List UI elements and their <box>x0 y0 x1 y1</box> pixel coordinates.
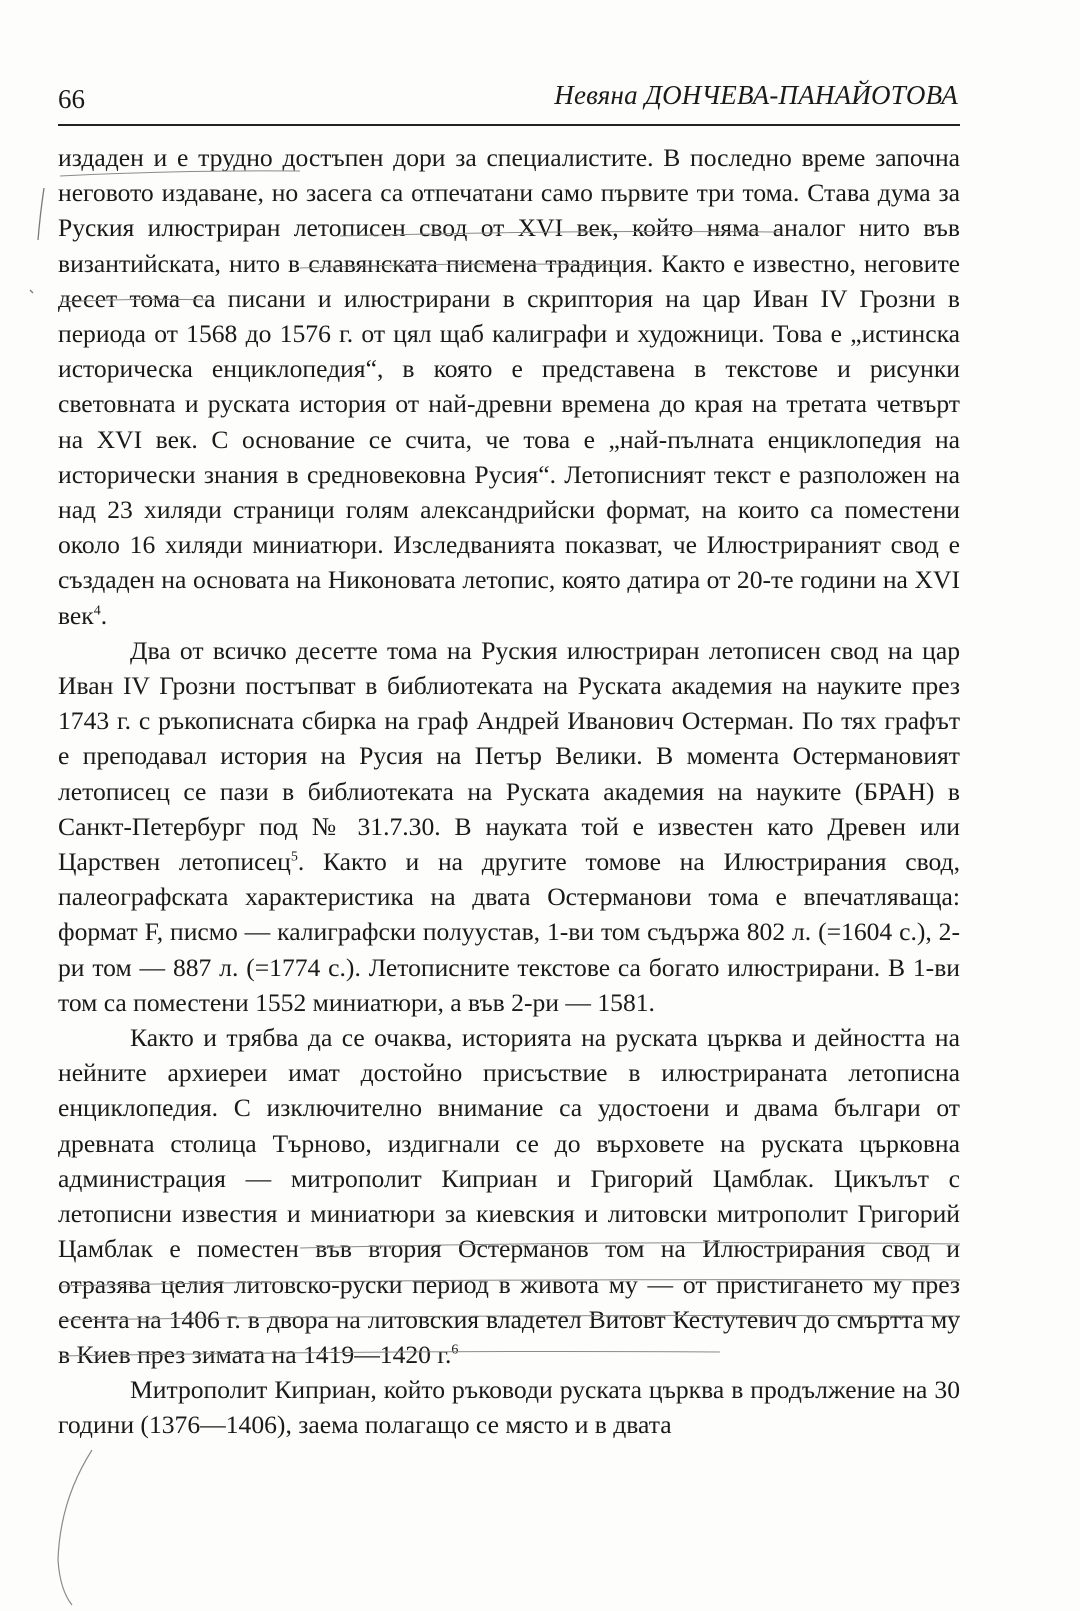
footnote-ref-5: 5 <box>290 849 298 865</box>
footnote-ref-4: 4 <box>93 603 101 619</box>
paragraph-1: издаден и е трудно достъпен дори за специалистите. В последно време започна неговото издаване, но засега са отпечатани само първите три тома. Става дума за Руския илюстриран летописен свод от XVI век, който няма аналог нито във византийската, нито в славянската писмена традиция. Както е известно, неговите десет тома са писани и илюстрирани в скриптория на цар Иван IV Грозни в периода от 1568 до 1576 г. от цял щаб калиграфи и художници. Това е „истинска историческа енциклопедия“, в която е представена в текстове и рисунки световната и руската история от най-древни времена до края на третата четвърт на XVI век. С основание се счита, че това е „най-пълната енциклопедия на исторически знания в средновековна Русия“. Летописният текст е разположен на над 23 хиляди страници голям александрийски формат, на които са поместени около 16 хиляди миниатюри. Изследванията показват, че Илюстрираният свод е създаден на основата на Никоновата летопис, която датира от 20-те години на XVI век$^4$. <box>58 143 960 630</box>
header-rule <box>58 124 960 126</box>
body-text <box>58 140 960 1443</box>
paragraph-1-text: издаден и е трудно достъпен дори за специалистите. В последно време започна неговото издаване, но засега са отпечатани само първите три тома. Става дума за Руския илюстриран летописен свод от XVI век, който няма аналог нито във византийската, нито в славянската писмена традиция. Както е известно, неговите десет тома са писани и илюстрирани в скриптория на цар Иван IV Грозни в периода от 1568 до 1576 г. от цял щаб калиграфи и художници. Това е „истинска историческа енциклопедия“, в която е представена в текстове и рисунки световната и руската история от най-древни времена до края на третата четвърт на XVI век. С основание се счита, че това е „най-пълната енциклопедия на исторически знания в средновековна Русия“. Летописният текст е разположен на над 23 хиляди страници голям александрийски формат, на които са поместени около 16 хиляди миниатюри. Изследванията показват, че Илюстрираният свод е създаден на основата на Никоновата летопис, която датира от 20-те години на XVI век <box>58 143 960 630</box>
paragraph-2 <box>58 633 960 1020</box>
margin-pencil-dot <box>30 290 33 293</box>
paragraph-2-text-b: . Както и на другите томове на Илюстрирания свод, палеографската характеристика на двата Остерманови тома е впечатляваща: формат F, писмо — калиграфски полуустав, 1-ви том съдържа 802 л. (=1604 с.), 2-ри том — 887 л. (=1774 с.). Летописните текстове са богато илюстрирани. В 1-ви том са поместени 1552 миниатюри, а във 2-ри — 1581. <box>58 847 960 1017</box>
paragraph-3 <box>58 1020 960 1372</box>
paragraph-2-text-a: Два от всичко десетте тома на Руския илюстриран летописен свод на цар Иван IV Грозни постъпват в библиотеката на Руската академия на науките през 1743 г. с ръкописната сбирка на граф Андрей Иванович Остерман. По тях графът е преподавал история на Русия на Петър Велики. В момента Остермановият летописец се пази в библиотеката на Руската академия на науките (БРАН) в Санкт-Петербург под № 31.7.30. В науката той е известен като Древен или Царствен летописец <box>58 635 960 877</box>
margin-pencil-curve-bottom <box>58 1450 92 1605</box>
paragraph-4 <box>58 1372 960 1442</box>
running-head: Невяна ДОНЧЕВА-ПАНАЙОТОВА <box>554 80 958 110</box>
footnote-ref-6: 6 <box>451 1342 459 1358</box>
paragraph-3-text: Както и трябва да се очаква, историята на руската църква и дейността на нейните архиереи имат достойно присъствие в илюстрираната летописна енциклопедия. С изключително внимание са удостоени и двама българи от древната столица Търново, издигнали се до върховете на руската църковна администрация — митрополит Киприан и Григорий Цамблак. Цикълът с летописни известия и миниатюри за киевския и литовски митрополит Григорий Цамблак е поместен във втория Остерманов том на Илюстрирания свод и отразява целия литовско-руски период в живота му — от пристигането му през есента на 1406 г. в двора на литовския владетел Витовт Кестутевич до смъртта му в Киев през зимата на 1419—1420 г. <box>58 1023 960 1369</box>
paragraph-4-text: Митрополит Киприан, който ръководи руската църква в продължение на 30 години (1376—1406), заема полагащо се място и в двата <box>58 1375 960 1440</box>
page-number: 66 <box>58 84 85 114</box>
margin-pencil-mark-top <box>38 188 44 240</box>
page-header <box>58 78 958 126</box>
